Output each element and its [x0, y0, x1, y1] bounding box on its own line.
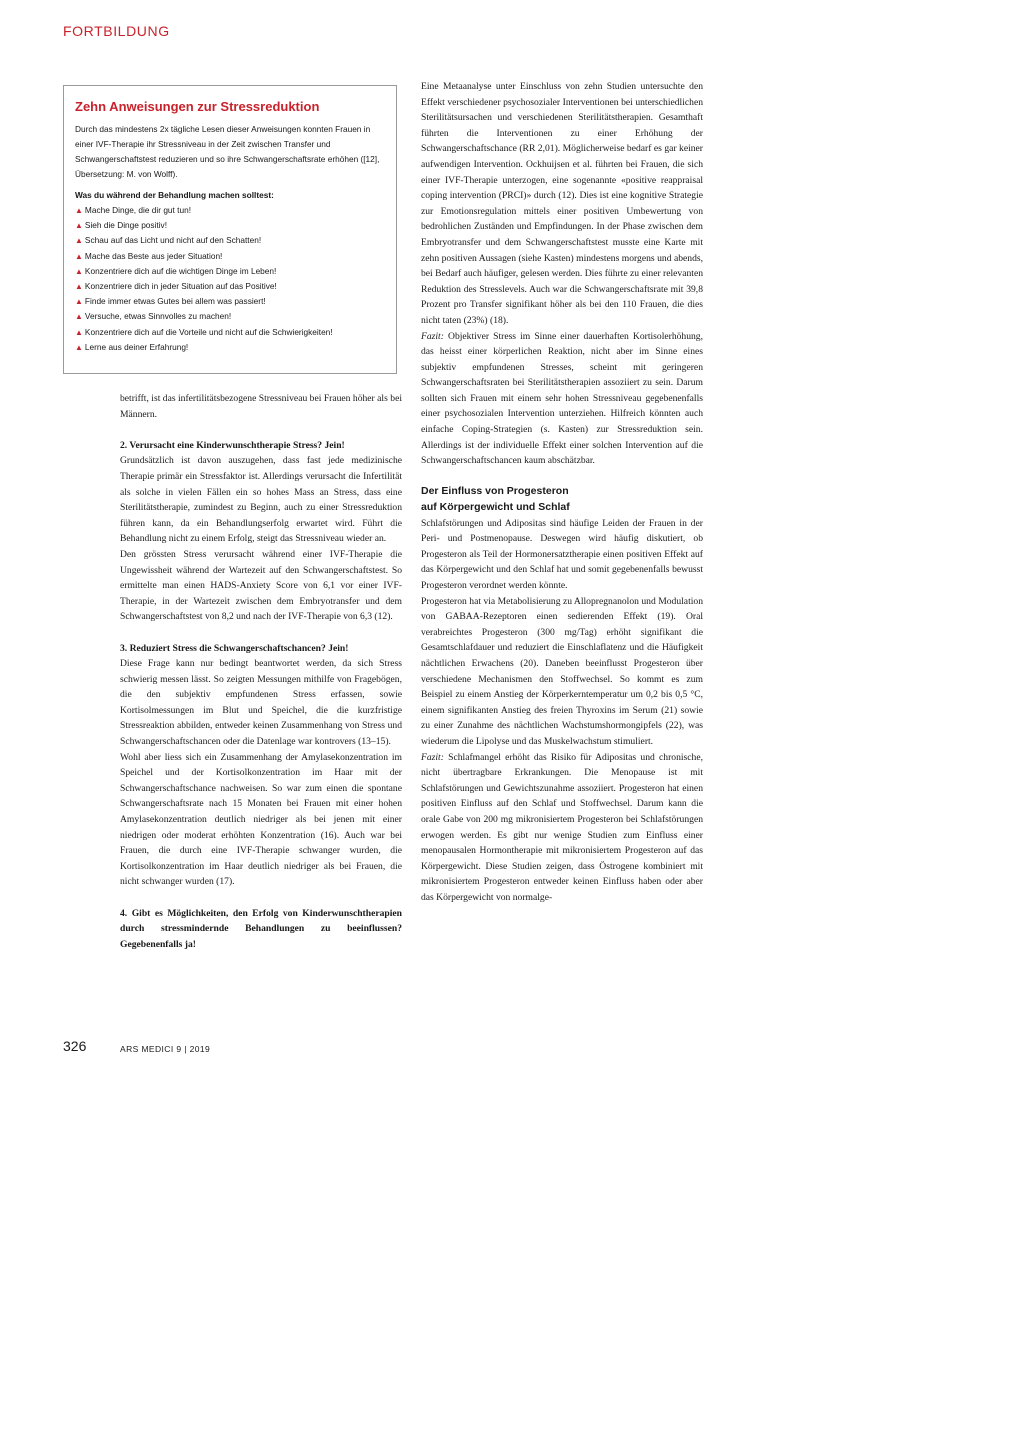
- box-subtitle: Was du während der Behandlung machen solltest:: [75, 190, 274, 200]
- list-item: ▲ Konzentriere dich auf die wichtigen Dinge im Leben!: [75, 265, 277, 276]
- list-item: ▲ Sieh die Dinge positiv!: [75, 220, 168, 231]
- list-item: ▲ Versuche, etwas Sinnvolles zu machen!: [75, 311, 232, 322]
- paragraph: Progesteron hat via Metabolisierung zu Allopregnanolon und Modulation von GABAA-Rezeptoren einen sedierenden Effekt (19). Oral verabreichtes Progesteron (300 mg/Tag) erhöht signifikant die Gesamtschlafdauer und reduziert die Einschlaflatenz und die Häufigkeit nächtlichen Erwachens (20). Daneben beeinflusst Progesteron über verschiedene Mechanismen den Stoffwechsel. So kommt es zum Beispiel zu einem Anstieg der Körperkerntemperatur um 0,2 bis 0,5 °C, einem signifikanten Anstieg des freien Thyroxins im Serum (21) sowie zu einer Zunahme des nächtlichen Wachstumshormongipfels (22), was wiederum die Lipolyse und das Muskelwachstum stimuliert.: [421, 595, 703, 747]
- list-item: ▲ Schau auf das Licht und nicht auf den Schatten!: [75, 235, 262, 246]
- triangle-bullet-icon: ▲: [75, 282, 83, 292]
- left-column: [120, 391, 402, 952]
- journal-name: ARS MEDICI 9 | 2019: [120, 1044, 211, 1054]
- fazit-label: Fazit:: [421, 330, 444, 342]
- section-header: FORTBILDUNG: [63, 23, 170, 39]
- page-number: 326: [63, 1038, 87, 1054]
- triangle-bullet-icon: ▲: [75, 221, 83, 231]
- paragraph: betrifft, ist das infertilitätsbezogene Stressniveau bei Frauen höher als bei Männern.: [120, 393, 402, 420]
- list-item: ▲ Mache Dinge, die dir gut tun!: [75, 205, 191, 215]
- stress-reduction-box: [63, 85, 397, 374]
- list-item: ▲ Finde immer etwas Gutes bei allem was passiert!: [75, 296, 266, 307]
- triangle-bullet-icon: ▲: [75, 266, 83, 276]
- list-item: ▲ Konzentriere dich in jeder Situation auf das Positive!: [75, 281, 277, 292]
- fazit-paragraph: Fazit: Schlafmangel erhöht das Risiko für Adipositas und chronische, nicht übertragbare Erkrankungen. Die Menopause ist mit Schlafstörungen und Gewichtszunahme assoziiert. Progesteron hat einen positiven Einfluss auf den Schlaf und Stoffwechsel. Darum kann die orale Gabe von 200 mg mikronisiertem Progesteron bei Schlafstörungen erwogen werden. Es gibt nur wenige Studien zum Einfluss einer menopausalen Hormontherapie mit mikronisiertem Progesteron auf das Körpergewicht. Diese Studien zeigen, dass Östrogene kombiniert mit mikronisiertem Progesteron entweder keinen Einfluss haben oder aber das Körpergewicht von normalge-: [421, 751, 703, 903]
- fazit-label: Fazit:: [421, 751, 444, 763]
- section-heading-2: 2. Verursacht eine Kinderwunschtherapie Stress? Jein!: [120, 439, 345, 451]
- right-column: [421, 79, 703, 905]
- section-heading-4: 4. Gibt es Möglichkeiten, den Erfolg von Kinderwunschtherapien durch stressmindernde Behandlungen zu beeinflussen? Gegebenenfalls ja!: [120, 907, 402, 950]
- section-heading-progesteron: Der Einfluss von Progesteron auf Körpergewicht und Schlaf: [421, 485, 570, 514]
- paragraph: Schlafstörungen und Adipositas sind häufige Leiden der Frauen in der Peri- und Postmenopause. Deswegen wird häufig diskutiert, ob Progesteron als Teil der Hormonersatztherapie einen positiven Effekt auf das Körpergewicht und den Schlaf hat und somit gegebenenfalls bewusst Progesteron verordnet werden könnte.: [421, 517, 703, 591]
- list-item: ▲ Lerne aus deiner Erfahrung!: [75, 341, 189, 352]
- triangle-bullet-icon: ▲: [75, 236, 83, 246]
- box-title: Zehn Anweisungen zur Stressreduktion: [75, 99, 320, 114]
- triangle-bullet-icon: ▲: [75, 297, 83, 307]
- instruction-list: [75, 203, 385, 355]
- box-intro: Durch das mindestens 2x tägliche Lesen dieser Anweisungen konnten Frauen in einer IVF-Therapie ihr Stressniveau in der Zeit zwischen Transfer und Schwangerschaftstest reduzieren und so ihre Schwangerschaftsrate erhöhen ([12], Übersetzung: M. von Wolff).: [75, 124, 380, 179]
- triangle-bullet-icon: ▲: [75, 342, 83, 352]
- triangle-bullet-icon: ▲: [75, 312, 83, 322]
- triangle-bullet-icon: ▲: [75, 327, 83, 337]
- section-heading-3: 3. Reduziert Stress die Schwangerschaftschancen? Jein!: [120, 642, 349, 654]
- list-item: ▲ Konzentriere dich auf die Vorteile und nicht auf die Schwierigkeiten!: [75, 326, 333, 337]
- list-item: ▲ Mache das Beste aus jeder Situation!: [75, 250, 223, 261]
- paragraph: Grundsätzlich ist davon auszugehen, dass fast jede medizinische Therapie primär ein Stressfaktor ist. Allerdings verursacht die Infertilität als solche in vielen Fällen ein so hohes Mass an Stress, dass eine Sterilitätstherapie, zumindest zu Beginn, auch zu einer Stressreduktion führen kann, da ein Behandlungserfolg erwartet wird. Führt die Behandlung nicht zu einem Erfolg, steigt das Stressniveau wieder an.: [120, 455, 402, 545]
- paragraph: Den grössten Stress verursacht während einer IVF-Therapie die Ungewissheit während der Wartezeit auf den Schwangerschaftstest. So ermittelte man einen HADS-Anxiety Score von 6,1 vor einer IVF-Therapie, in der Wartezeit zwischen dem Embryotransfer und dem Schwangerschaftstest von 8,2 und nach der IVF-Therapie von 6,3 (12).: [120, 548, 402, 623]
- fazit-paragraph: Fazit: Objektiver Stress im Sinne einer dauerhaften Kortisolerhöhung, das heisst einer körperlichen Reaktion, nicht aber im Sinne eines subjektiv empfundenen Stresses, scheint mit geringeren Schwangerschaftsraten bei Sterilitätstherapien assoziiert zu sein. Darum sollten sich Frauen mit einem sehr hohen Stressniveau gegebenenfalls einer psychosozialen Intervention unterziehen. Hilfreich könnten auch einfache Coping-Strategien (s. Kasten) zur Stressreduktion sein. Allerdings ist der individuelle Effekt einer solchen Intervention auf die Schwangerschaftschancen kaum abschätzbar.: [421, 330, 703, 467]
- paragraph: Wohl aber liess sich ein Zusammenhang der Amylasekonzentration im Speichel und der Kortisolkonzentration im Haar mit der Schwangerschaftschance nachweisen. So war zum einen die spontane Schwangerschaftsrate nach 15 Monaten bei Frauen mit einer hohen Amylasekonzentration deutlich niedriger als bei jenen mit einer niedrigen oder moderat erhöhten Konzentration (16). Auch war bei Frauen, die durch eine IVF-Therapie schwanger wurden, die Kortisolkonzentration im Haar deutlich niedriger als bei Frauen, die nicht schwanger wurden (17).: [120, 751, 402, 888]
- paragraph: Eine Metaanalyse unter Einschluss von zehn Studien untersuchte den Effekt verschiedener psychosozialer Interventionen bei unterschiedlichen Sterilitätsursachen und verschiedenen Sterilitätstherapien. Gesamthaft führten die Interventionen zu einer Erhöhung der Schwangerschaftschance (RR 2,01). Möglicherweise bedarf es gar keiner aufwendigen Intervention. Ockhuijsen et al. führten bei Frauen, die sich einer IVF-Therapie unterzogen, eine sogenannte «positive reappraisal coping intervention (PRCI)» durch (12). Dies ist eine kognitive Strategie zur Emotionsregulation mittels einer positiven Umbewertung von bedrohlichen Zuständen und Empfindungen. In der Phase zwischen dem Embryotransfer und dem Schwangerschaftstest musste eine Karte mit zehn positiven Aussagen (siehe Kasten) mindestens morgens und abends, bei Bedarf auch häufiger, gelesen werden. Dies führte zu einer relevanten Reduktion des Stresslevels. Auch war die Schwangerschaftsrate mit 39,8 Prozent pro Transfer signifikant höher als bei den 110 Frauen, die dies nicht taten (23%) (18).: [421, 81, 703, 326]
- triangle-bullet-icon: ▲: [75, 206, 83, 215]
- paragraph: Diese Frage kann nur bedingt beantwortet werden, da sich Stress schwierig messen lässt. So zeigten Messungen mithilfe von Fragebögen, die den subjektiv empfundenen Stress erfassen, sowie Kortisolmessungen im Blut und Speichel, die die kurzfristige Stressreaktion abbilden, entweder keinen Zusammenhang von Stress und Schwangerschaftschancen oder die Datenlage war kontrovers (13–15).: [120, 658, 402, 748]
- triangle-bullet-icon: ▲: [75, 251, 83, 261]
